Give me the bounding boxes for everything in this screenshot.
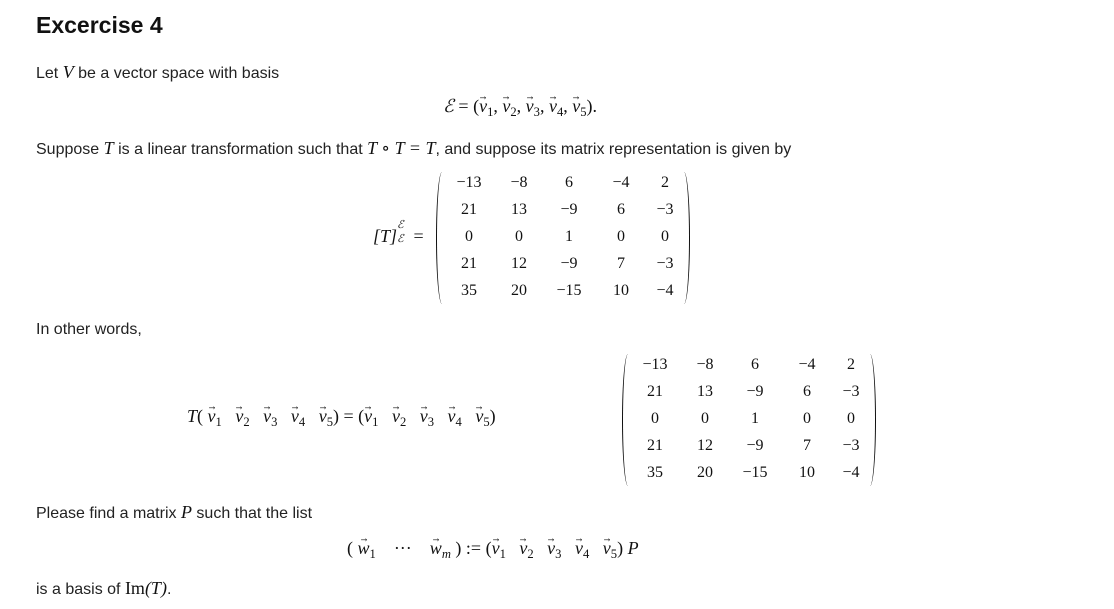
suppose-text-3: , and suppose its matrix representation is given by <box>435 141 792 158</box>
eq-vector-4: → v <box>291 406 299 427</box>
transformation-symbol: T <box>103 138 114 158</box>
matrix-cell: 13 <box>511 201 527 218</box>
matrix-repeat-cell: 7 <box>803 437 811 454</box>
exercise-title: Excercise 4 <box>36 12 163 38</box>
transformation-matrix <box>436 172 690 304</box>
eq-rhs-vector-2: → v <box>392 406 400 427</box>
matrix-repeat-cell: −3 <box>842 437 860 454</box>
w-rhs-vector-1: → v <box>492 538 500 559</box>
matrix-label <box>373 218 424 247</box>
please-find-text-2: such that the list <box>196 505 313 522</box>
matrix-cell: 1 <box>565 228 573 245</box>
w-vector-m: → w <box>430 538 442 559</box>
matrix-repeat-cell: −13 <box>642 356 668 373</box>
ellipsis: ··· <box>393 538 412 558</box>
eq-rhs-vector-5-sub: 5 <box>483 414 490 429</box>
w-close-paren: ) <box>455 538 462 558</box>
comma: , <box>516 96 522 116</box>
eq-close-paren-2: ) <box>489 406 496 426</box>
eq-vector-1: → v <box>208 406 216 427</box>
w-rhs-open-paren: ( <box>485 538 492 558</box>
matrix-cell: −8 <box>510 174 528 191</box>
matrix-repeat-cell: 10 <box>799 464 815 481</box>
matrix-cell: 21 <box>461 255 477 272</box>
suppose-text-2: is a linear transformation such that <box>118 141 363 158</box>
w-rhs-vector-4-sub: 4 <box>582 546 590 561</box>
equals-sign: = <box>458 96 469 116</box>
eq-vector-5-sub: 5 <box>326 414 333 429</box>
eq-vector-2-sub: 2 <box>243 414 250 429</box>
matrix-repeat-cell: 35 <box>647 464 663 481</box>
eq-vector-5: → v <box>319 406 327 427</box>
eq-vector-3: → v <box>263 406 271 427</box>
eq-vector-2: → v <box>235 406 243 427</box>
matrix-cell: −4 <box>612 174 630 191</box>
please-find-paragraph <box>36 502 312 524</box>
matrix-cell: 6 <box>565 174 573 191</box>
eq-rhs-vector-1: → v <box>364 406 372 427</box>
matrix-equals: = <box>413 226 424 246</box>
eq-close-paren: ) <box>333 406 339 426</box>
w-p-symbol: P <box>627 538 639 558</box>
matrix-cell: −9 <box>560 255 578 272</box>
eq-rhs-vector-3: → v <box>420 406 428 427</box>
matrix-cell: 10 <box>613 282 629 299</box>
basis-vector-5-sub: 5 <box>580 104 587 119</box>
image-operator: Im <box>124 578 145 598</box>
matrix-repeat-cell: −9 <box>746 383 764 400</box>
matrix-cell: −4 <box>656 282 674 299</box>
eq-vector-1-sub: 1 <box>215 414 222 429</box>
matrix-repeat-cell: 21 <box>647 383 663 400</box>
w-rhs-vector-2-sub: 2 <box>527 546 534 561</box>
basis-vector-3-sub: 3 <box>533 104 540 119</box>
matrix-repeat-cell: 6 <box>803 383 811 400</box>
eq-open-paren-2: ( <box>358 406 365 426</box>
please-find-text-1: Please find a matrix <box>36 505 177 522</box>
matrix-cell: 6 <box>617 201 625 218</box>
comma: , <box>563 96 568 116</box>
matrix-cell: 0 <box>515 228 523 245</box>
w-rhs-vector-3: → v <box>547 538 555 559</box>
basis-vector-3: → v <box>526 96 534 117</box>
matrix-repeat-cell: 13 <box>697 383 713 400</box>
basis-vector-4: → v <box>549 96 557 117</box>
is-basis-text: is a basis of <box>36 581 121 598</box>
matrix-repeat-cell: −4 <box>842 464 860 481</box>
matrix-cell: −3 <box>656 255 674 272</box>
matrix-repeat-cell: 2 <box>847 356 855 373</box>
matrix-cell: 0 <box>465 228 473 245</box>
eq-rhs-vector-4-sub: 4 <box>455 414 462 429</box>
matrix-repeat-cell: 12 <box>697 437 713 454</box>
w-rhs-vector-3-sub: 3 <box>555 546 562 561</box>
matrix-repeat-cell: −4 <box>798 356 816 373</box>
w-list-equation <box>347 538 639 562</box>
eq-transformation-symbol: T <box>187 406 198 426</box>
intro-text-after: be a vector space with basis <box>78 65 280 82</box>
is-basis-period: . <box>166 581 172 598</box>
matrix-repeat-cell: 0 <box>847 410 855 427</box>
matrix-repeat-cell: 20 <box>697 464 713 481</box>
transformation-matrix-repeat <box>622 354 876 486</box>
w-vector-1: → w <box>358 538 370 559</box>
eq-rhs-vector-1-sub: 1 <box>372 414 379 429</box>
basis-vector-4-sub: 4 <box>556 104 564 119</box>
matrix-subscript: ℰ <box>397 232 404 245</box>
close-paren: ). <box>586 96 598 116</box>
basis-vector-5: → v <box>572 96 580 117</box>
matrix-cell: 20 <box>511 282 527 299</box>
matrix-cell: −9 <box>560 201 578 218</box>
basis-vector-1-sub: 1 <box>487 104 494 119</box>
assign-sign: := <box>465 538 482 558</box>
matrix-repeat-cell: 0 <box>803 410 811 427</box>
matrix-repeat-cell: −9 <box>746 437 764 454</box>
matrix-repeat-cell: −15 <box>742 464 768 481</box>
matrix-repeat-cell: 6 <box>751 356 759 373</box>
matrix-cell: 12 <box>511 255 527 272</box>
vector-space-symbol: V <box>62 62 74 82</box>
suppose-paragraph <box>36 138 791 160</box>
matrix-equation <box>187 406 496 430</box>
matrix-cell: 0 <box>661 228 669 245</box>
matrix-cell: −15 <box>556 282 582 299</box>
matrix-cell: 35 <box>461 282 477 299</box>
matrix-repeat-cell: 0 <box>701 410 709 427</box>
comma: , <box>493 96 498 116</box>
w-open-paren: ( <box>347 538 353 558</box>
eq-vector-3-sub: 3 <box>271 414 278 429</box>
w-rhs-vector-4: → v <box>575 538 583 559</box>
intro-text-before: Let <box>36 65 59 82</box>
matrix-repeat-cell: −8 <box>696 356 714 373</box>
eq-rhs-vector-3-sub: 3 <box>427 414 435 429</box>
is-basis-paragraph <box>36 578 171 600</box>
eq-equals: = <box>343 406 354 426</box>
matrix-superscript: ℰ <box>397 218 404 231</box>
basis-symbol: ℰ <box>443 96 454 117</box>
matrix-repeat-cell: −3 <box>842 383 860 400</box>
w-rhs-vector-1-sub: 1 <box>499 546 506 561</box>
eq-rhs-vector-5: → v <box>475 406 483 427</box>
eq-rhs-vector-4: → v <box>448 406 456 427</box>
w-rhs-vector-5-sub: 5 <box>610 546 618 561</box>
image-argument: (T) <box>144 578 167 598</box>
w-vector-1-sub: 1 <box>369 546 376 561</box>
basis-vector-1: → v <box>479 96 487 117</box>
w-rhs-close-paren: ) <box>617 538 624 558</box>
eq-open-paren: ( <box>197 406 204 426</box>
matrix-cell: −3 <box>656 201 674 218</box>
in-other-words: In other words, <box>36 321 142 338</box>
w-rhs-vector-2: → v <box>519 538 527 559</box>
w-rhs-vector-5: → v <box>603 538 611 559</box>
p-symbol: P <box>180 502 192 522</box>
matrix-cell: 7 <box>617 255 625 272</box>
open-paren: ( <box>473 96 480 116</box>
basis-vector-2: → v <box>502 96 510 117</box>
matrix-repeat-cell: 1 <box>751 410 759 427</box>
matrix-bracket-label: [T] <box>373 226 398 246</box>
basis-vector-2-sub: 2 <box>510 104 517 119</box>
idempotent-equation: T ∘ T = T <box>367 138 436 158</box>
comma: , <box>539 96 545 116</box>
eq-rhs-vector-2-sub: 2 <box>399 414 407 429</box>
eq-vector-4-sub: 4 <box>298 414 306 429</box>
matrix-cell: 2 <box>661 174 669 191</box>
matrix-cell: 0 <box>617 228 625 245</box>
suppose-text-1: Suppose <box>36 141 100 158</box>
matrix-cell: 21 <box>461 201 477 218</box>
basis-equation <box>443 96 597 120</box>
matrix-cell: −13 <box>456 174 482 191</box>
w-vector-m-sub: m <box>441 546 451 561</box>
matrix-repeat-cell: 0 <box>651 410 659 427</box>
matrix-repeat-cell: 21 <box>647 437 663 454</box>
intro-paragraph <box>36 62 279 84</box>
